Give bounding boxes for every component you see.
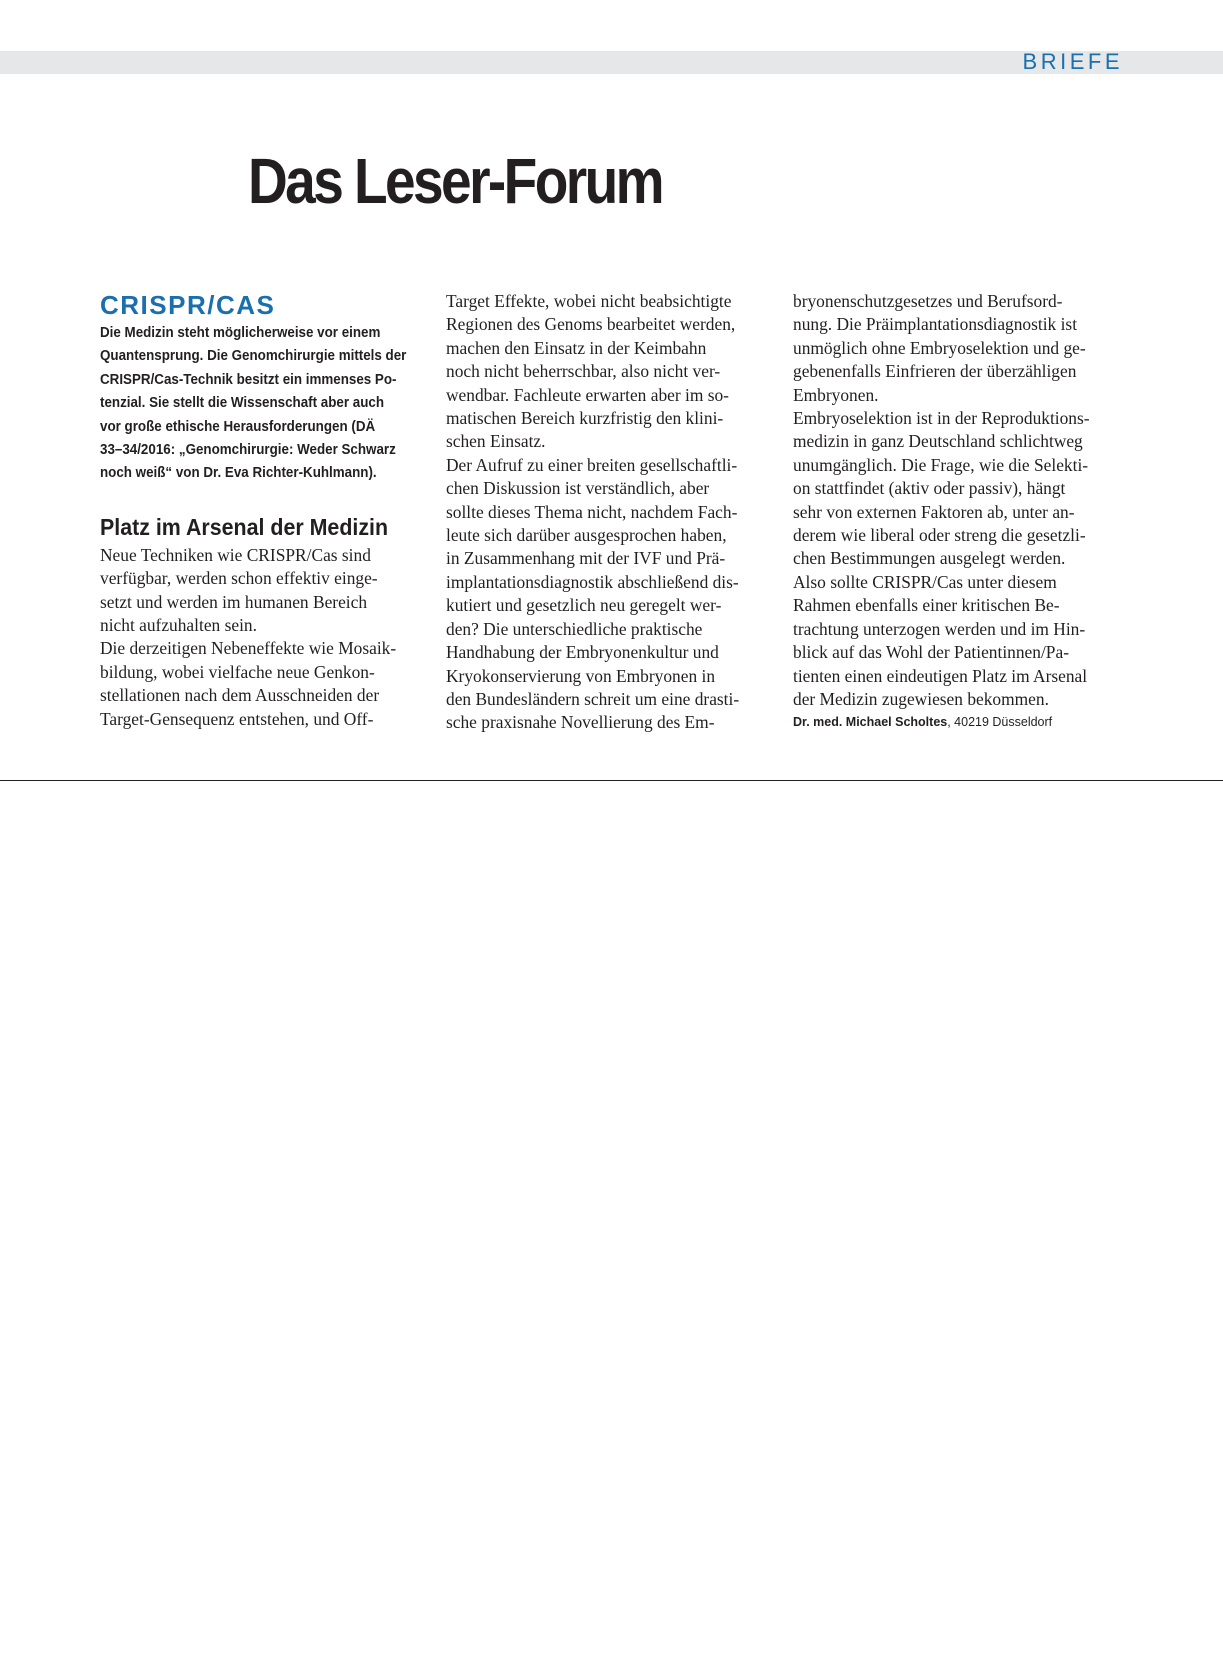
text-line: chen Diskussion ist verständlich, aber: [446, 478, 710, 499]
text-line: wendbar. Fachleute erwarten aber im so-: [446, 384, 729, 405]
text-line: on stattfindet (aktiv oder passiv), hängt: [793, 478, 1066, 499]
text-line: Handhabung der Embryonenkultur und: [446, 642, 719, 663]
text-line: den? Die unterschiedliche praktische: [446, 618, 703, 639]
text-line: Rahmen ebenfalls einer kritischen Be-: [793, 595, 1060, 616]
text-line: nung. Die Präimplantationsdiagnostik ist: [793, 314, 1078, 335]
text-line: chen Bestimmungen ausgelegt werden.: [793, 548, 1066, 569]
letter-text-col2: [446, 290, 776, 735]
text-line: trachtung unterzogen werden und im Hin-: [793, 618, 1086, 639]
text-line: Embryonen.: [793, 384, 879, 405]
intro-line: noch weiß“ von Dr. Eva Richter-Kuhlmann).: [100, 465, 377, 482]
text-line: medizin in ganz Deutschland schlichtweg: [793, 431, 1083, 452]
text-line: nicht aufzuhalten sein.: [100, 615, 257, 636]
text-line: bildung, wobei vielfache neue Genkon-: [100, 661, 375, 682]
intro-line: tenzial. Sie stellt die Wissenschaft aber auch: [100, 395, 384, 412]
text-line: sollte dieses Thema nicht, nachdem Fach-: [446, 501, 738, 522]
text-line: verfügbar, werden schon effektiv einge-: [100, 568, 378, 589]
intro-line: Die Medizin steht möglicherweise vor einem: [100, 325, 381, 341]
column-3: [793, 290, 1123, 734]
text-line: implantationsdiagnostik abschließend dis-: [446, 571, 739, 592]
text-line: setzt und werden im humanen Bereich: [100, 591, 368, 612]
text-line: schen Einsatz.: [446, 431, 546, 452]
letter-text-col3: [793, 290, 1123, 711]
text-line: Target-Gensequenz entstehen, und Off-: [100, 708, 374, 729]
text-line: leute sich darüber ausgesprochen haben,: [446, 525, 727, 546]
text-line: Target Effekte, wobei nicht beabsichtigte: [446, 291, 732, 311]
signature-place: , 40219 Düsseldorf: [947, 715, 1053, 730]
text-line: Kryokonservierung von Embryonen in: [446, 665, 716, 686]
topic-intro: [100, 322, 430, 486]
intro-line: CRISPR/Cas-Technik besitzt ein immenses Po-: [100, 371, 397, 388]
text-line: Der Aufruf zu einer breiten gesellschaftli-: [446, 454, 738, 475]
text-line: derem wie liberal oder streng die gesetzli-: [793, 525, 1086, 546]
letter-signature: [793, 711, 1123, 734]
text-line: sche praxisnahe Novellierung des Em-: [446, 712, 715, 733]
page-title: Das Leser-Forum: [248, 145, 662, 217]
text-line: sehr von externen Faktoren ab, unter an-: [793, 501, 1075, 522]
text-line: kutiert und gesetzlich neu geregelt wer-: [446, 595, 722, 616]
letter-text-col1: [100, 544, 430, 731]
text-line: der Medizin zugewiesen bekommen.: [793, 688, 1049, 709]
text-line: blick auf das Wohl der Patientinnen/Pa-: [793, 642, 1069, 663]
text-line: gebenenfalls Einfrieren der überzähligen: [793, 361, 1077, 382]
topic-label: CRISPR/CAS: [100, 290, 276, 320]
text-line: den Bundesländern schreit um eine drasti-: [446, 688, 740, 709]
text-line: bryonenschutzgesetzes und Berufsord-: [793, 291, 1063, 311]
intro-line: vor große ethische Herausforderungen (DÄ: [100, 418, 376, 435]
text-line: Regionen des Genoms bearbeitet werden,: [446, 314, 736, 335]
text-line: tienten einen eindeutigen Platz im Arsenal: [793, 665, 1088, 686]
text-line: Also sollte CRISPR/Cas unter diesem: [793, 571, 1057, 592]
text-line: unmöglich ohne Embryoselektion und ge-: [793, 337, 1086, 358]
text-line: Neue Techniken wie CRISPR/Cas sind: [100, 544, 371, 565]
text-line: in Zusammenhang mit der IVF und Prä-: [446, 548, 726, 569]
text-line: machen den Einsatz in der Keimbahn: [446, 337, 707, 358]
letter-heading: Platz im Arsenal der Medizin: [100, 513, 389, 540]
text-line: matischen Bereich kurzfristig den klini-: [446, 408, 724, 429]
text-line: Embryoselektion ist in der Reproduktions-: [793, 408, 1090, 429]
text-line: stellationen nach dem Ausschneiden der: [100, 685, 380, 706]
intro-line: Quantensprung. Die Genomchirurgie mittels der: [100, 348, 407, 365]
signature-name: Dr. med. Michael Scholtes: [793, 715, 948, 730]
section-label: BRIEFE: [1022, 49, 1123, 74]
column-1: [100, 290, 430, 731]
divider: [0, 780, 1223, 781]
text-line: unumgänglich. Die Frage, wie die Selekti-: [793, 454, 1089, 475]
column-2: [446, 290, 776, 735]
intro-line: 33–34/2016: „Genomchirurgie: Weder Schwarz: [100, 442, 396, 459]
text-line: noch nicht beherrschbar, also nicht ver-: [446, 361, 721, 382]
text-line: Die derzeitigen Nebeneffekte wie Mosaik-: [100, 638, 397, 659]
